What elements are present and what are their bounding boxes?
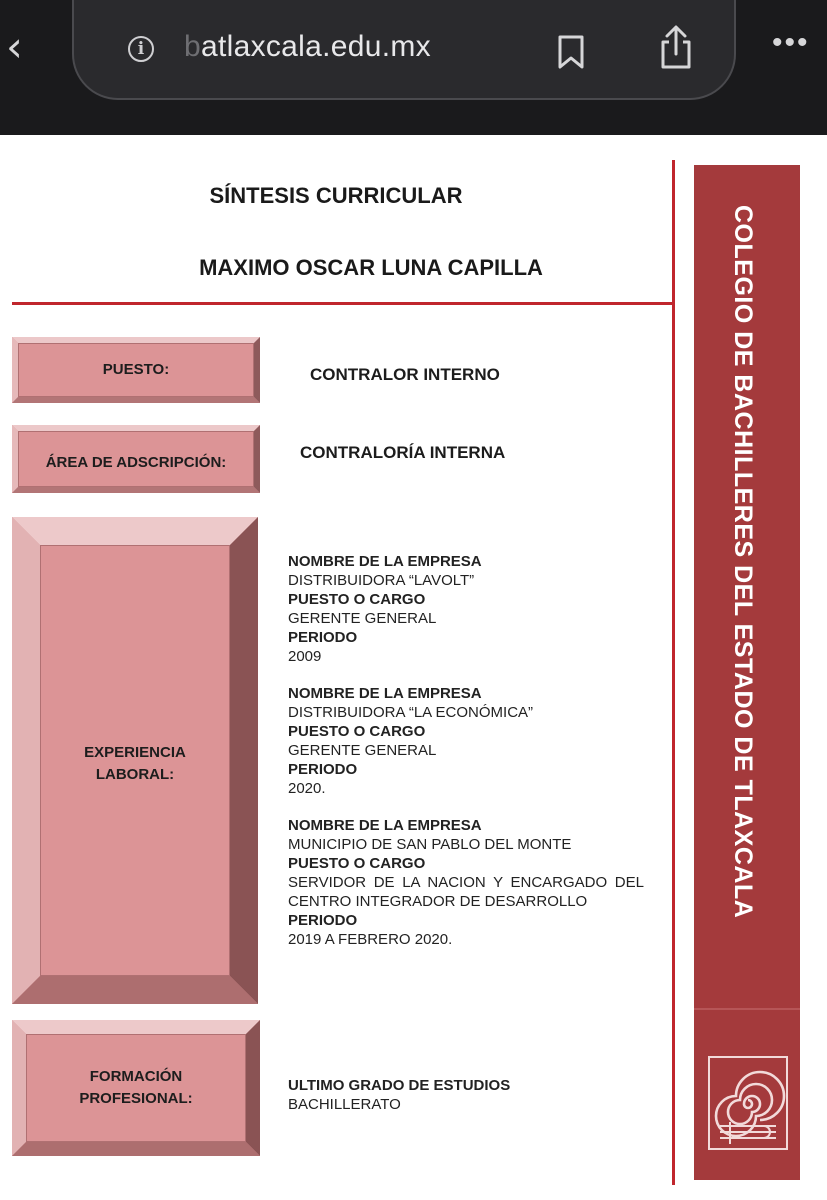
- experiencia-label: EXPERIENCIA LABORAL:: [84, 743, 186, 783]
- more-icon[interactable]: •••: [772, 26, 810, 59]
- share-icon[interactable]: [658, 24, 694, 70]
- header-divider: [12, 302, 674, 305]
- education-entry: ULTIMO GRADO DE ESTUDIOS BACHILLERATO: [288, 1077, 511, 1113]
- chevron-left-icon: ‹: [6, 22, 23, 71]
- browser-toolbar: [0, 0, 827, 135]
- formacion-label: FORMACIÓN PROFESIONAL:: [79, 1068, 193, 1107]
- vertical-divider: [672, 160, 675, 1185]
- area-label: ÁREA DE ADSCRIPCIÓN:: [45, 454, 227, 472]
- puesto-label: PUESTO:: [102, 361, 170, 379]
- formacion-label-box: [12, 1020, 260, 1156]
- url-text[interactable]: batlaxcala.edu.mx: [184, 30, 431, 63]
- bookmark-icon[interactable]: [556, 34, 586, 70]
- info-icon[interactable]: i: [128, 36, 154, 62]
- experiencia-label-box: [12, 517, 258, 1004]
- address-bar[interactable]: [72, 0, 736, 100]
- puesto-label-box: [12, 337, 260, 403]
- back-button[interactable]: [6, 22, 42, 72]
- person-name: MAXIMO OSCAR LUNA CAPILLA: [199, 255, 543, 280]
- institution-name: COLEGIO DE BACHILLERES DEL ESTADO DE TLAXCALA: [729, 205, 757, 919]
- experience-entry: NOMBRE DE LA EMPRESA DISTRIBUIDORA “LAVOLT” PUESTO O CARGO GERENTE GENERAL PERIODO 2009: [288, 553, 482, 665]
- experience-entry: NOMBRE DE LA EMPRESA DISTRIBUIDORA “LA ECONÓMICA” PUESTO O CARGO GERENTE GENERAL PERIODO 2020.: [288, 685, 534, 797]
- institution-logo-icon: [708, 1056, 788, 1150]
- sidebar-divider: [694, 1008, 800, 1010]
- area-label-box: [12, 425, 260, 493]
- area-value: CONTRALORÍA INTERNA: [300, 443, 506, 462]
- document-title: SÍNTESIS CURRICULAR: [209, 183, 463, 208]
- puesto-value: CONTRALOR INTERNO: [310, 365, 500, 384]
- experience-entry: NOMBRE DE LA EMPRESA MUNICIPIO DE SAN PABLO DEL MONTE PUESTO O CARGO SERVIDOR DE LA NACION Y ENCARGADO DEL CENTRO INTEGRADOR DE DESARROLLO PERIODO 2019 A FEBRERO 2020.: [288, 817, 644, 948]
